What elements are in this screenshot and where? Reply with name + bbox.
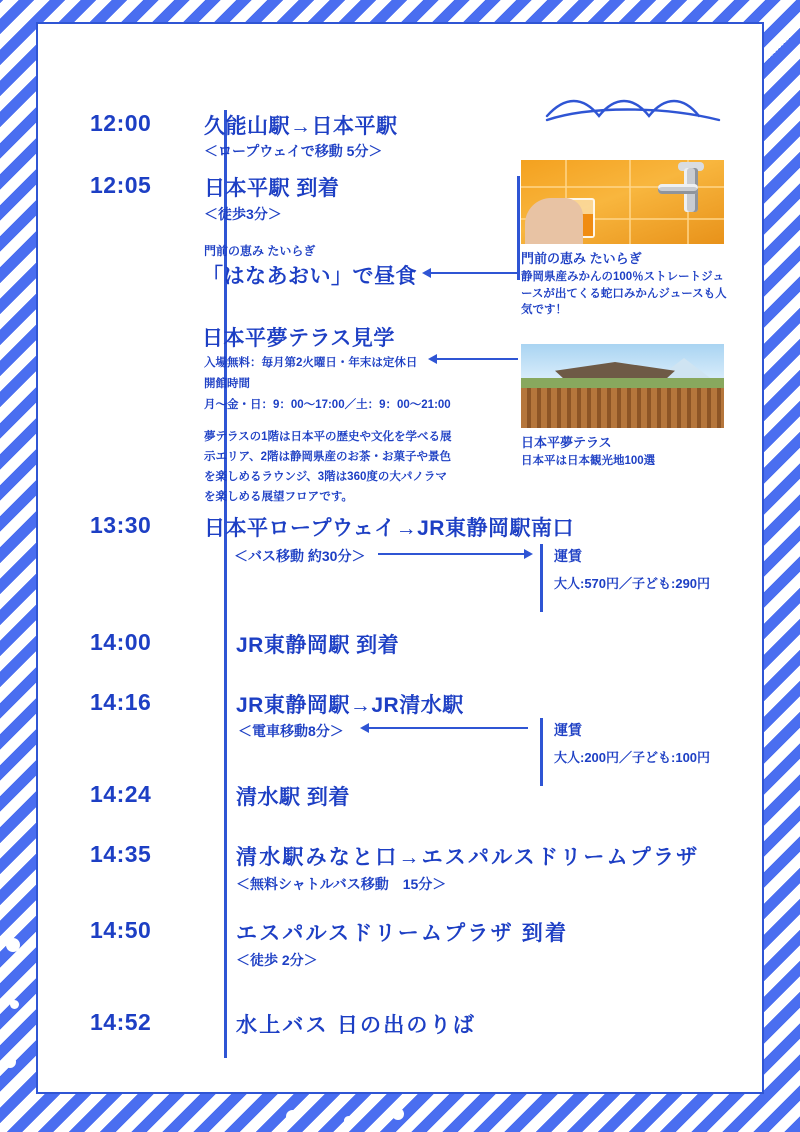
event-title-1205: 日本平駅 到着 (204, 177, 340, 200)
terrace-photo-card (521, 344, 733, 470)
event-title-1400: JR東静岡駅 到着 (236, 634, 400, 657)
train-fare-tick (540, 718, 543, 786)
lunch-mini-label: 門前の恵み たいらぎ (204, 244, 316, 258)
lunch-title: 「はなあおい」で昼食 (202, 265, 417, 288)
time-1400: 14:00 (90, 629, 152, 655)
terrace-photo-connector (436, 358, 518, 360)
train-fare-body: 大人:200円／子ども:100円 (554, 750, 711, 765)
event-sub-1200: ＜ロープウェイで移動 5分＞ (204, 143, 383, 159)
timeline (38, 24, 762, 1092)
mikan-juice-photo-card (521, 160, 733, 319)
terrace-caption-body: 日本平は日本観光地100選 (521, 455, 656, 467)
time-1330: 13:30 (90, 512, 152, 538)
bus-fare-body: 大人:570円／子ども:290円 (554, 576, 711, 591)
event-title-1330: 日本平ロープウェイ→JR東静岡駅南口 (204, 517, 574, 540)
event-sub-1435: ＜無料シャトルバス移動 15分＞ (236, 876, 447, 892)
terrace-body: 夢テラスの1階は日本平の歴史や文化を学べる展示エリア、2階は静岡県産のお茶・お菓子や景色を楽しめるラウンジ、3階は360度の大パノラマを楽しめる展望フロアです。 (204, 431, 452, 504)
mikan-juice-caption-title: 門前の恵み たいらぎ (521, 251, 642, 266)
terrace-detail-1: 入場無料：毎月第2火曜日・年末は定休日 (204, 357, 418, 369)
event-title-1416: JR東静岡駅→JR清水駅 (236, 694, 464, 717)
bus-fare-title: 運賃 (554, 548, 582, 564)
time-1424: 14:24 (90, 781, 152, 807)
bus-fare-arrowhead (524, 549, 533, 559)
time-1205: 12:05 (90, 172, 152, 198)
event-sub-1205: ＜徒歩3分＞ (204, 206, 282, 222)
time-1416: 14:16 (90, 689, 152, 715)
event-title-1435: 清水駅みなと口→エスパルスドリームプラザ (236, 846, 700, 869)
time-1435: 14:35 (90, 841, 152, 867)
mikan-juice-photo (521, 160, 724, 244)
nihondaira-terrace-photo (521, 344, 724, 428)
event-title-1450: エスパルスドリームプラザ 到着 (236, 922, 569, 945)
time-1452: 14:52 (90, 1009, 152, 1035)
train-fare-arrowhead (360, 723, 369, 733)
event-sub-1450: ＜徒歩 2分＞ (236, 952, 318, 968)
lunch-photo-tick (517, 176, 520, 280)
terrace-detail-2: 開館時間 (204, 378, 250, 390)
terrace-detail-3: 月〜金・日：9：00〜17:00／土：9：00〜21:00 (204, 399, 451, 411)
event-title-1452: 水上バス 日の出のりば (236, 1014, 477, 1037)
itinerary-card (36, 22, 764, 1094)
terrace-title: 日本平夢テラス見学 (202, 327, 395, 350)
train-fare-connector (368, 727, 528, 729)
mikan-juice-caption-body: 静岡県産みかんの100％ストレートジュースが出てくる蛇口みかんジュースも人気です！ (521, 271, 727, 317)
terrace-photo-arrowhead (428, 354, 437, 364)
event-title-1424: 清水駅 到着 (236, 786, 350, 809)
event-sub-1330: ＜バス移動 約30分＞ (234, 548, 366, 564)
lunch-photo-arrowhead (422, 268, 431, 278)
time-1450: 14:50 (90, 917, 152, 943)
event-sub-1416: ＜電車移動8分＞ (238, 723, 344, 739)
bus-fare-tick (540, 544, 543, 612)
bus-fare-connector (378, 553, 528, 555)
lunch-photo-connector (430, 272, 518, 274)
time-1200: 12:00 (90, 110, 152, 136)
train-fare-title: 運賃 (554, 722, 582, 738)
terrace-caption-title: 日本平夢テラス (521, 435, 612, 450)
event-title-1200: 久能山駅→日本平駅 (204, 115, 398, 138)
